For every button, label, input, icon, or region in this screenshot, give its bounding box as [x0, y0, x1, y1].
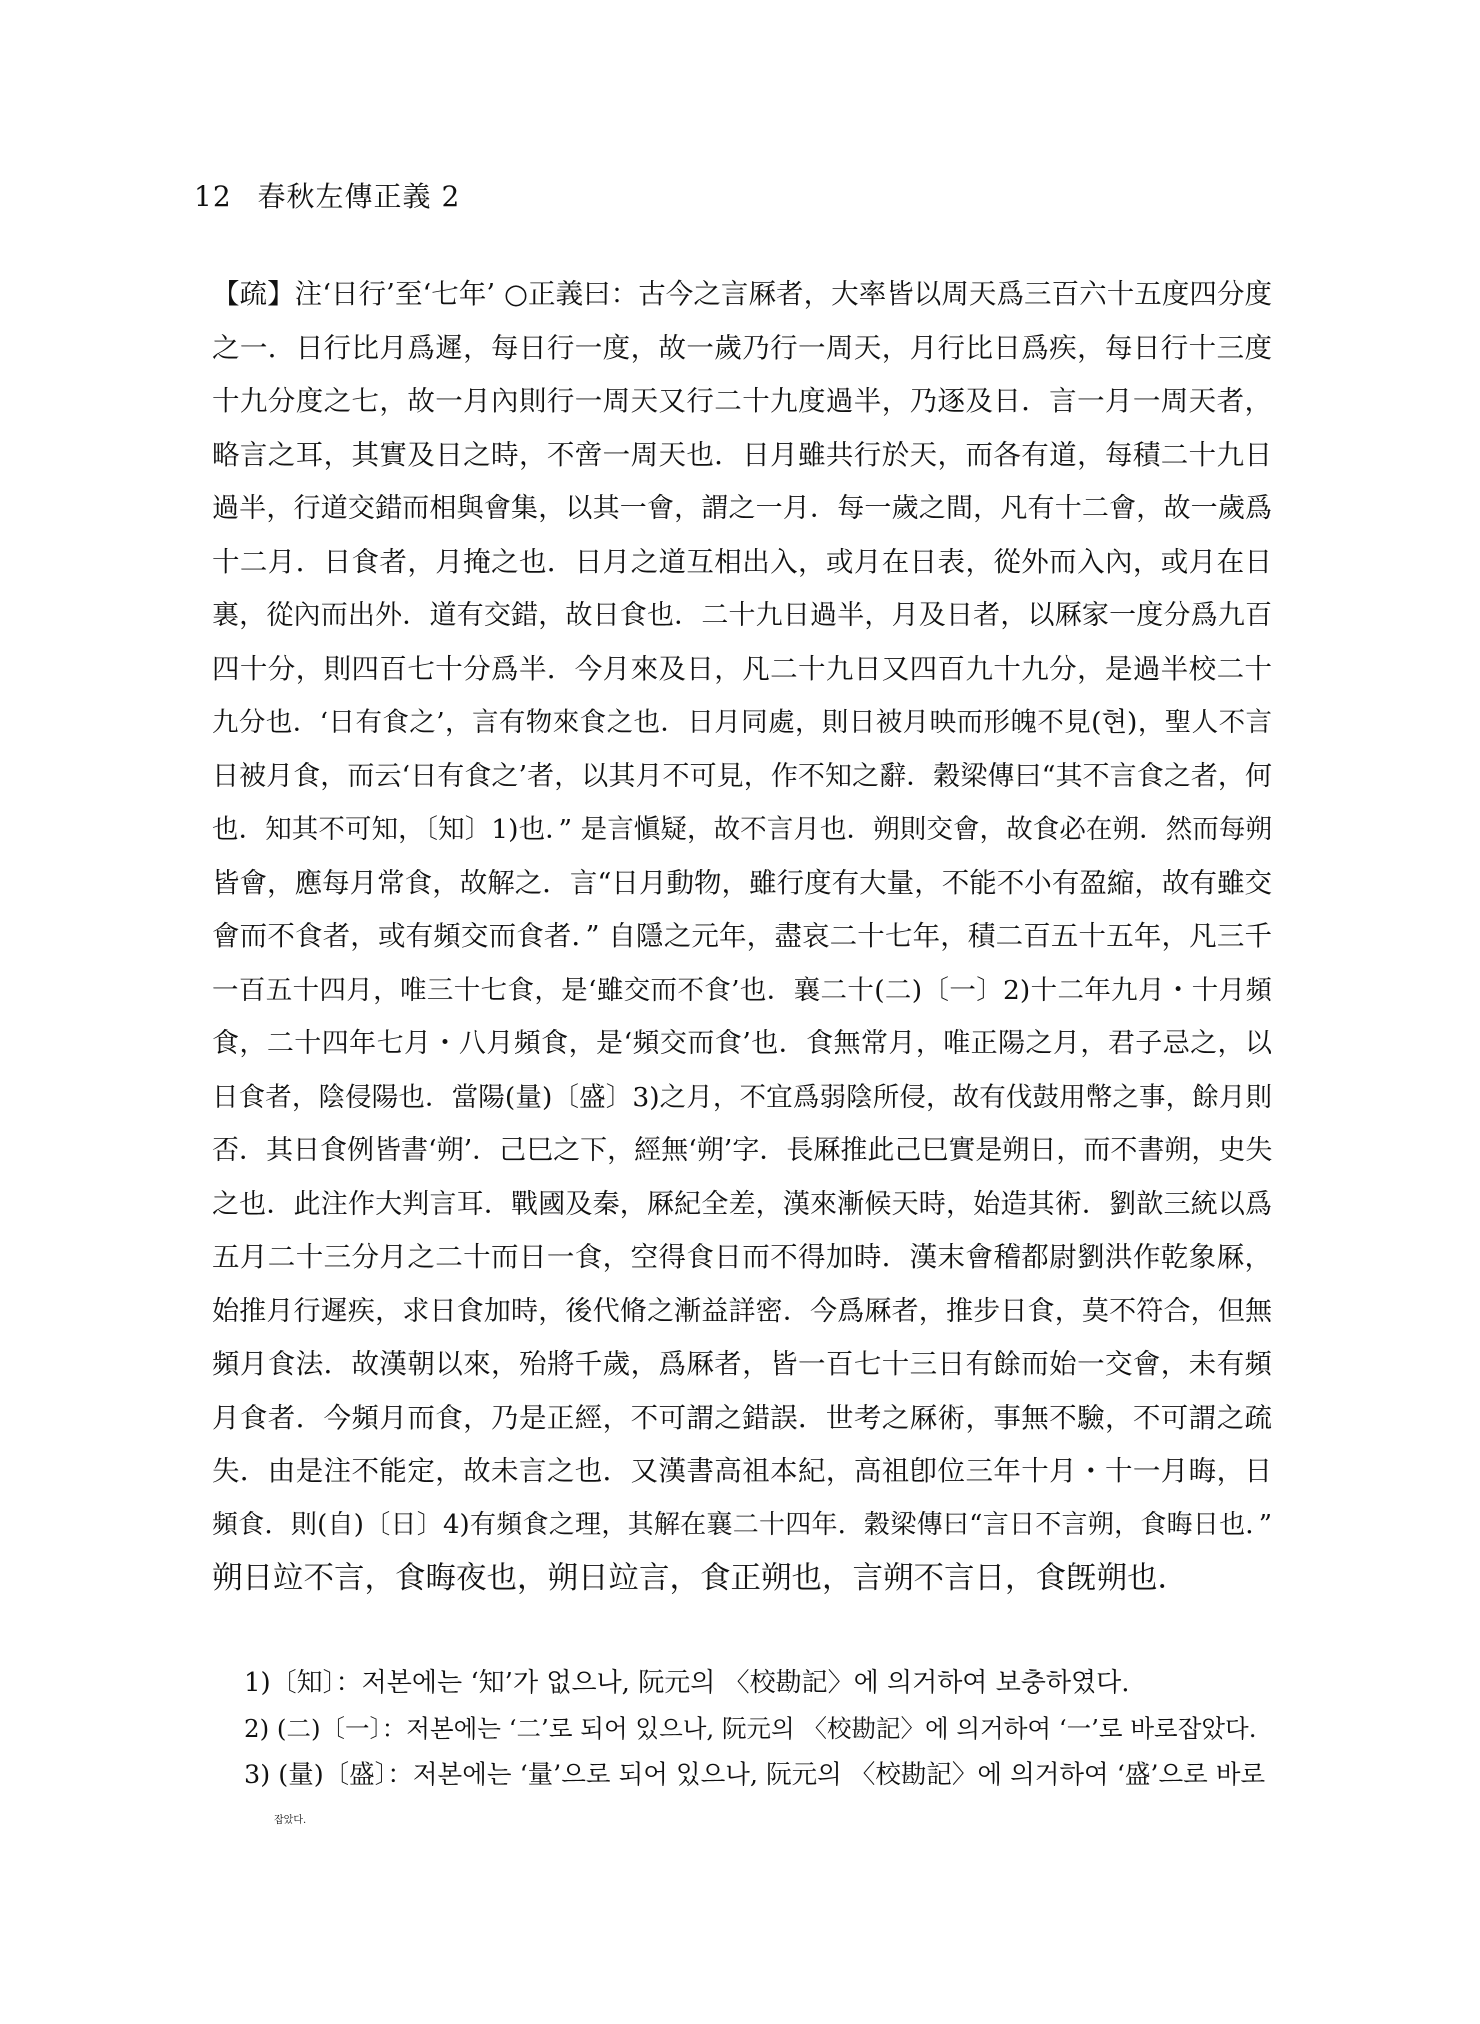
text-line: 日食者，陰侵陽也．當陽(量)〔盛〕3)之月，不宜爲弱陰所侵，故有伐鼓用幣之事，餘月則 [212, 1081, 1272, 1113]
text-line: 之也．此注作大判言耳．戰國及秦，厤紀全差，漢來漸候天時，始造其術．劉歆三統以爲 [212, 1188, 1272, 1220]
text-line: 十九分度之七，故一月內則行一周天又行二十九度過半，乃逐及日．言一月一周天者， [212, 385, 1272, 417]
text-line: 裏，從內而出外．道有交錯，故日食也．二十九日過半，月及日者，以厤家一度分爲九百 [212, 600, 1272, 631]
text-line: 之一．日行比月爲遲，每日行一度，故一歲乃行一周天，月行比日爲疾，每日行十三度 [212, 331, 1272, 364]
text-line: 食，二十四年七月・八月頻食，是‘頻交而食’也．食無常月，唯正陽之月，君子忌之，以 [212, 1028, 1272, 1059]
commentary-text [212, 268, 1272, 1606]
text-line: 五月二十三分月之二十而日一食，空得食日而不得加時．漢末會稽都尉劉洪作乾象厤， [212, 1241, 1272, 1273]
page-number: 12 [194, 180, 232, 213]
text-line: 頻食．則(自)〔日〕4)有頻食之理，其解在襄二十四年．穀梁傳曰“言日不言朔，食晦日也．” [212, 1509, 1272, 1540]
text-line: 始推月行遲疾，求日食加時，後代脩之漸益詳密．今爲厤者，推步日食，莫不符合，但無 [212, 1295, 1272, 1327]
text-line: 皆會，應每月常食，故解之．言“日月動物，雖行度有大量，不能不小有盈縮，故有雖交 [212, 866, 1272, 899]
text-line: 九分也．‘日有食之’，言有物來食之也．日月同處，則日被月映而形魄不見(현)，聖人不言 [212, 707, 1272, 738]
text-line: 否．其日食例皆書‘朔’．己巳之下，經無‘朔’字．長厤推此己巳實是朔日，而不書朔，史失 [212, 1135, 1273, 1166]
text-line: 一百五十四月，唯三十七食，是‘雖交而不食’也．襄二十(二)〔一〕2)十二年九月・十月頻 [212, 974, 1272, 1006]
footnote-3-continued: 잡았다. [274, 1815, 307, 1826]
text-line: 頻月食法．故漢朝以來，殆將千歲，爲厤者，皆一百七十三日有餘而始一交會，未有頻 [212, 1348, 1272, 1380]
text-line: 朔日竝不言，食晦夜也，朔日竝言，食正朔也，言朔不言日，食旣朔也． [212, 1561, 1188, 1596]
text-line: 也．知其不可知，〔知〕1)也．” 是言愼疑，故不言月也．朔則交會，故食必在朔．然而每朔 [212, 814, 1272, 845]
text-line: 會而不食者，或有頻交而食者．” 自隱之元年，盡哀二十七年，積二百五十五年，凡三千 [212, 920, 1272, 952]
footnotes [244, 1660, 1274, 1844]
text-line: 失．由是注不能定，故未言之也．又漢書高祖本紀，高祖卽位三年十月・十一月晦，日 [212, 1455, 1272, 1487]
text-line: 略言之耳，其實及日之時，不啻一周天也．日月雖共行於天，而各有道，每積二十九日 [212, 438, 1272, 471]
running-header [194, 175, 460, 215]
footnote-1: 1)〔知〕：저본에는 ‘知’가 없으나, 阮元의 〈校勘記〉에 의거하여 보충하였다. [244, 1668, 1130, 1698]
text-line: 日被月食，而云‘日有食之’者，以其月不可見，作不知之辭．穀梁傳曰“其不言食之者，何 [212, 760, 1272, 792]
text-line: 十二月．日食者，月掩之也．日月之道互相出入，或月在日表，從外而入內，或月在日 [212, 545, 1272, 578]
book-title: 春秋左傳正義 2 [257, 180, 461, 213]
footnote-3: 3) (量)〔盛〕：저본에는 ‘量’으로 되어 있으나, 阮元의 〈校勘記〉에 의거하여 ‘盛’으로 바로 [244, 1760, 1266, 1790]
text-line: 過半，行道交錯而相與會集，以其一會，謂之一月．每一歲之間，凡有十二會，故一歲爲 [212, 493, 1272, 524]
text-line: 月食者．今頻月而食，乃是正經，不可謂之錯誤．世考之厤術，事無不驗，不可謂之疏 [212, 1401, 1272, 1434]
text-line: 四十分，則四百七十分爲半．今月來及日，凡二十九日又四百九十九分，是過半校二十 [212, 652, 1272, 685]
text-line: 【疏】注‘日行’至‘七年’ ○正義曰：古今之言厤者，大率皆以周天爲三百六十五度四分度 [212, 278, 1272, 310]
footnote-2: 2) (二)〔一〕：저본에는 ‘二’로 되어 있으나, 阮元의 〈校勘記〉에 의거하여 ‘一’로 바로잡았다. [244, 1714, 1257, 1743]
